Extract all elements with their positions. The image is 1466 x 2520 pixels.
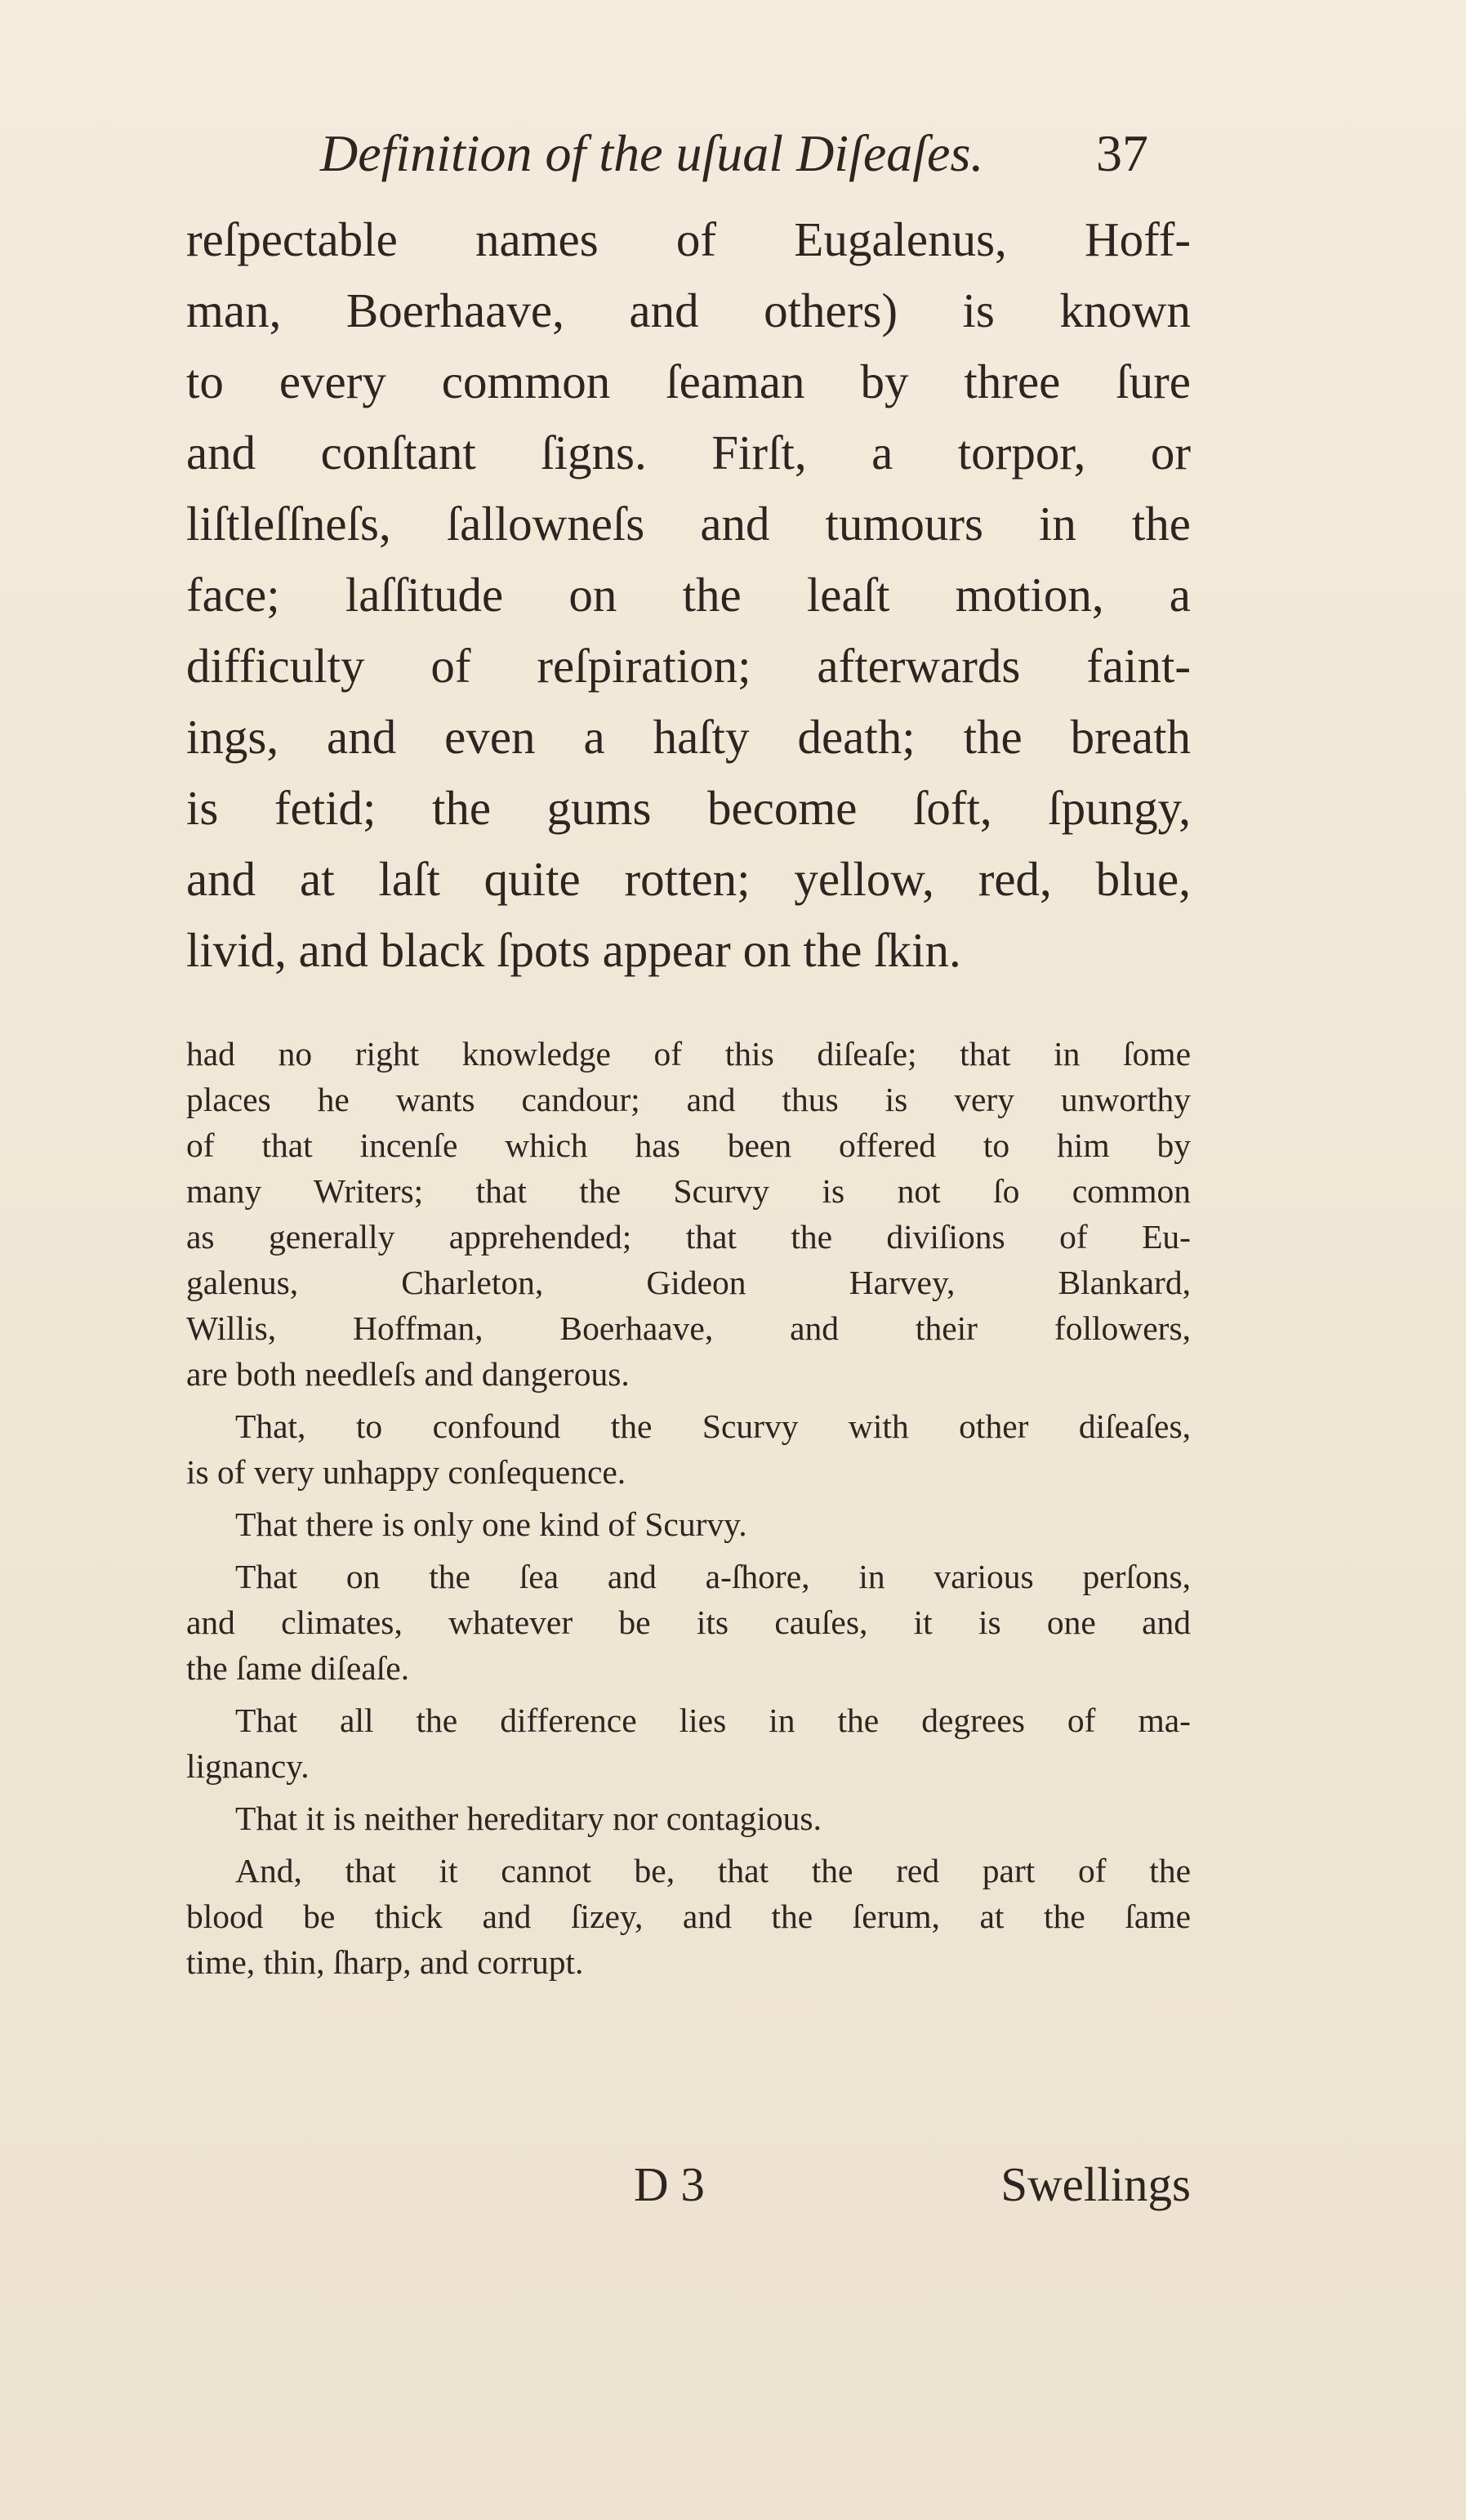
footnote-line: That, to confound the Scurvy with other diſeaſes, [235,1407,1191,1445]
paragraph-gap [186,1397,1191,1403]
main-text-line: and conſtant ſigns. Firſt, a torpor, or [186,426,1191,479]
footnote-line: That it is neither hereditary nor contagious. [235,1800,822,1837]
footnote-line: That on the ſea and a-ſhore, in various perſons, [235,1558,1191,1595]
main-text-line: reſpectable names of Eugalenus, Hoff- [186,212,1191,266]
footnote-line: That all the difference lies in the degrees of ma- [235,1702,1191,1739]
main-text-line: face; laſſitude on the leaſt motion, a [186,568,1191,622]
footnote-line: That there is only one kind of Scurvy. [235,1505,747,1543]
footnote-line: the ſame diſeaſe. [186,1649,410,1687]
main-text-line: ings, and even a haſty death; the breath [186,710,1191,764]
footnote-line: of that incenſe which has been offered to him by [186,1126,1191,1164]
footnote-line: blood be thick and ſizey, and the ſerum, at the ſame [186,1898,1191,1935]
main-text-line: man, Boerhaave, and others) is known [186,283,1191,337]
footnote-line: as generally apprehended; that the diviſions of Eu- [186,1218,1191,1256]
main-text-line: difficulty of reſpiration; afterwards faint- [186,639,1191,693]
footnote-line: time, thin, ſharp, and corrupt. [186,1943,584,1981]
footnote-line: had no right knowledge of this diſeaſe; that in ſome [186,1035,1191,1073]
paragraph-gap [186,1841,1191,1848]
running-header [320,121,1178,186]
catchword: Swellings [1000,2157,1191,2211]
signature-mark: D 3 [634,2157,705,2211]
footnote-line: Willis, Hoffman, Boerhaave, and their followers, [186,1309,1191,1347]
footnote-text [186,1031,1191,1985]
paragraph-gap [186,1495,1191,1501]
main-text-line: is fetid; the gums become ſoft, ſpungy, [186,781,1191,835]
page-footer [186,2156,1191,2230]
footnote-line: many Writers; that the Scurvy is not ſo common [186,1172,1191,1210]
footnote-line: and climates, whatever be its cauſes, it is one and [186,1603,1191,1641]
main-text-line: liſtleſſneſs, ſallowneſs and tumours in the [186,497,1191,551]
footnote-line: places he wants candour; and thus is very unworthy [186,1081,1191,1118]
paragraph-gap [186,1547,1191,1554]
paragraph-gap [186,1789,1191,1795]
paragraph-gap [186,1691,1191,1697]
main-text [186,204,1191,986]
main-text-line: and at laſt quite rotten; yellow, red, blue, [186,852,1191,906]
main-text-line: to every common ſeaman by three ſure [186,355,1191,408]
main-text-line: livid, and black ſpots appear on the ſkin. [186,923,961,977]
footnote-line: And, that it cannot be, that the red part of the [235,1852,1191,1889]
page-number: 37 [1096,124,1148,182]
running-title: Definition of the uſual Diſeaſes. [320,124,984,182]
footnote-line: are both needleſs and dangerous. [186,1355,630,1393]
footnote-line: galenus, Charleton, Gideon Harvey, Blankard, [186,1264,1191,1301]
footnote-line: lignancy. [186,1747,310,1785]
footnote-line: is of very unhappy conſequence. [186,1453,626,1491]
